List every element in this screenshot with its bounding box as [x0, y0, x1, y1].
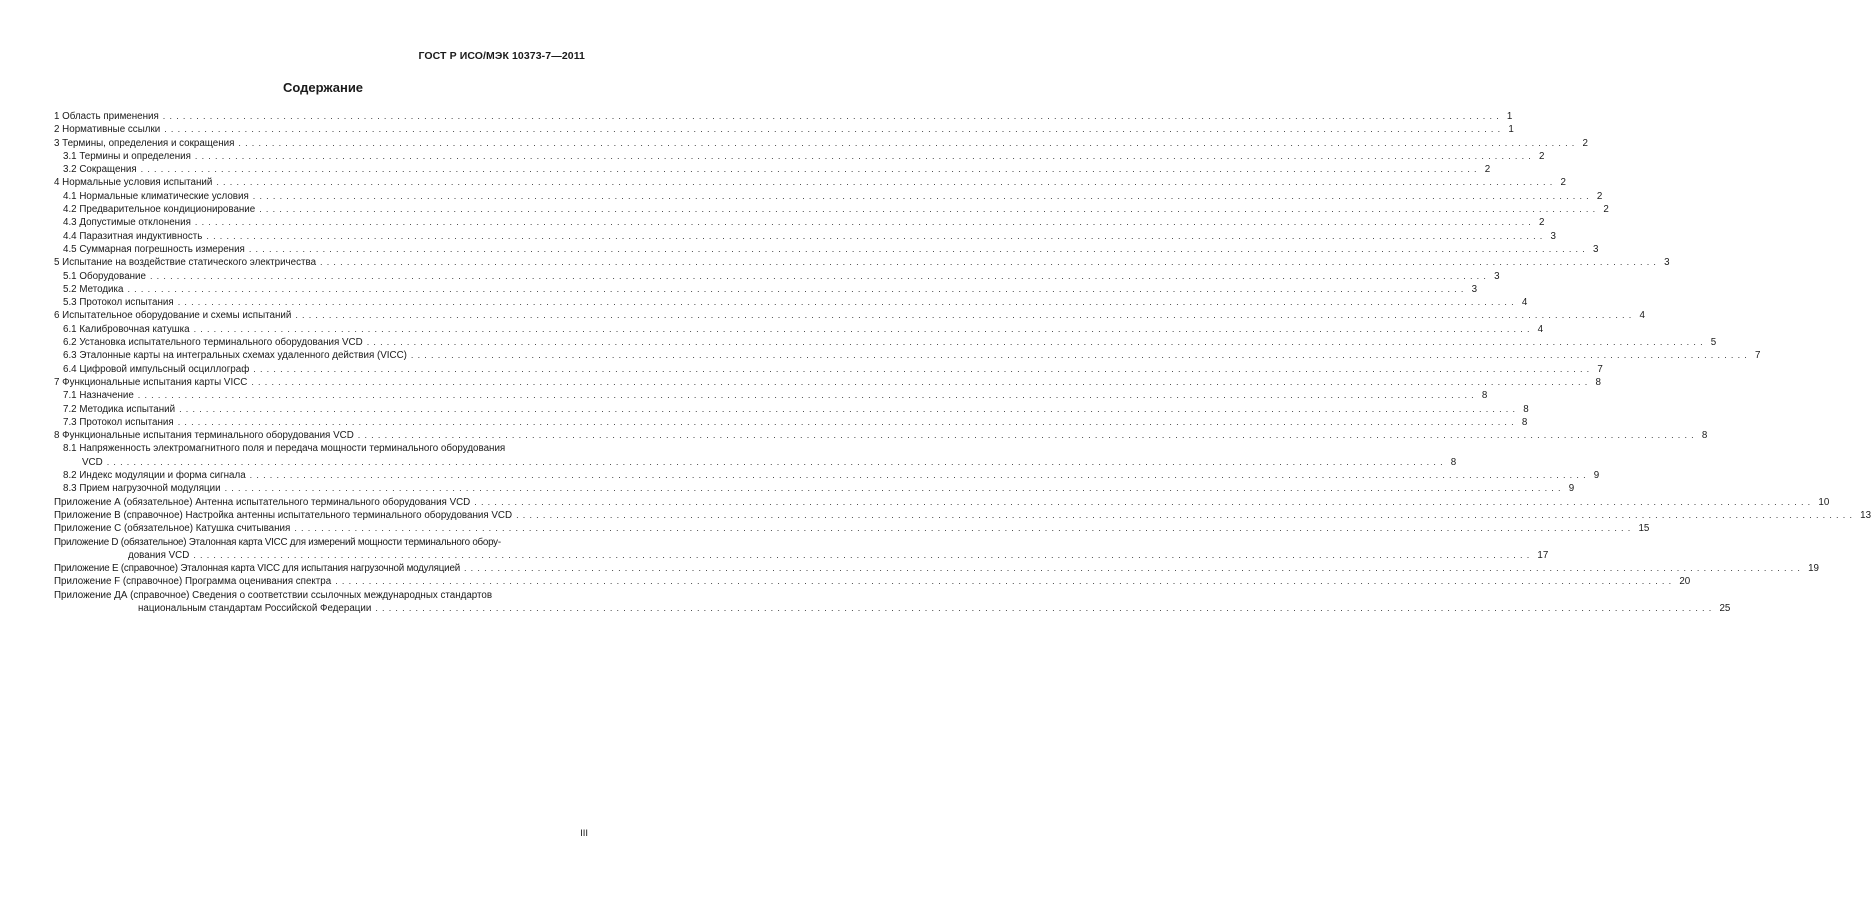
toc-entry-title: Приложение D (обязательное) Эталонная карта VICC для измерений мощности терминального обору- — [54, 536, 501, 548]
toc-entry-page: 10 — [1818, 496, 1830, 508]
toc-entry[interactable] — [54, 456, 1457, 469]
toc-entry[interactable] — [54, 482, 1575, 495]
toc-entry[interactable] — [54, 243, 1599, 256]
toc-entry-title: Приложение С (обязательное) Катушка считывания — [54, 523, 291, 535]
toc-entry[interactable] — [54, 562, 1819, 575]
toc-entry[interactable] — [54, 403, 1529, 416]
toc-entry-title: 5.3 Протокол испытания — [63, 297, 174, 309]
dot-leader: ........................................................................................................................................................................................................ — [410, 350, 1752, 361]
toc-entry-page: 4 — [1521, 297, 1528, 309]
page-title: Содержание — [282, 80, 364, 95]
dot-leader: ........................................................................................................................................................................................................ — [206, 230, 1547, 241]
toc-entry-page: 3 — [1592, 243, 1599, 255]
dot-leader: ........................................................................................................................................................................................................ — [295, 310, 1636, 321]
toc-entry-title: 1 Область применения — [54, 111, 159, 122]
toc-entry-page: 8 — [1481, 390, 1488, 402]
toc-entry[interactable] — [54, 376, 1601, 389]
toc-entry-title: 3.1 Термины и определения — [63, 150, 191, 162]
toc-entry-page: 8 — [1450, 456, 1457, 468]
standard-designation: ГОСТ Р ИСО/МЭК 10373-7—2011 — [418, 50, 585, 62]
toc-entry-title: 6 Испытательное оборудование и схемы испытаний — [54, 310, 292, 322]
dot-leader: ........................................................................................................................................................................................................ — [238, 137, 1579, 148]
table-of-contents — [54, 110, 1871, 615]
dot-leader: ........................................................................................................................................................................................................ — [127, 283, 1468, 294]
toc-entry-page: 15 — [1638, 523, 1650, 535]
toc-entry-page: 4 — [1537, 323, 1544, 335]
toc-entry-title: 5.2 Методика — [63, 283, 124, 295]
toc-entry-page: 3 — [1664, 257, 1670, 269]
toc-entry-title: 3.2 Сокращения — [63, 164, 137, 176]
dot-leader: ........................................................................................................................................................................................................ — [106, 456, 1447, 467]
toc-entry[interactable] — [54, 509, 1871, 522]
dot-leader: ........................................................................................................................................................................................................ — [252, 190, 1593, 201]
dot-leader: ........................................................................................................................................................................................................ — [463, 563, 1805, 574]
toc-entry-page: 3 — [1471, 283, 1478, 295]
dot-leader: ........................................................................................................................................................................................................ — [193, 549, 1534, 560]
toc-entry-title: 8 Функциональные испытания терминального оборудования VCD — [54, 430, 354, 442]
toc-entry-title: VCD — [82, 456, 103, 468]
toc-entry-title: 4.4 Паразитная индуктивность — [63, 230, 203, 242]
toc-entry-title: дования VCD — [128, 549, 190, 561]
dot-leader: ........................................................................................................................................................................................................ — [294, 523, 1635, 534]
dot-leader: ........................................................................................................................................................................................................ — [259, 204, 1600, 215]
toc-entry-page: 1 — [1506, 111, 1513, 122]
dot-leader: ........................................................................................................................................................................................................ — [335, 576, 1676, 587]
toc-entry[interactable] — [54, 575, 1691, 588]
toc-entry-page: 17 — [1537, 549, 1549, 561]
toc-entry-page: 1 — [1508, 124, 1514, 136]
dot-leader: ........................................................................................................................................................................................................ — [366, 337, 1707, 348]
toc-entry-title: 7.3 Протокол испытания — [63, 416, 174, 428]
toc-entry-title: 5.1 Оборудование — [63, 270, 146, 282]
dot-leader: ........................................................................................................................................................................................................ — [249, 470, 1590, 481]
toc-entry-title: Приложение F (справочное) Программа оценивания спектра — [54, 576, 332, 588]
toc-entry-page: 8 — [1595, 376, 1601, 388]
toc-entry-title: 4.5 Суммарная погрешность измерения — [63, 243, 245, 255]
toc-entry-title: 3 Термины, определения и сокращения — [54, 137, 235, 149]
toc-entry-title: 8.3 Прием нагрузочной модуляции — [63, 483, 221, 495]
dot-leader: ........................................................................................................................................................................................................ — [474, 496, 1815, 507]
toc-entry-page: 3 — [1494, 270, 1500, 282]
toc-entry-page: 7 — [1597, 363, 1603, 375]
toc-entry[interactable] — [54, 230, 1556, 243]
toc-entry-page: 25 — [1719, 602, 1731, 614]
toc-entry-title: 6.4 Цифровой импульсный осциллограф — [63, 363, 250, 375]
toc-entry[interactable] — [54, 110, 1513, 123]
toc-entry[interactable] — [54, 123, 1514, 136]
toc-entry-page: 2 — [1538, 217, 1545, 229]
toc-entry[interactable] — [54, 283, 1478, 296]
dot-leader: ........................................................................................................................................................................................................ — [177, 416, 1518, 427]
toc-entry-page: 9 — [1593, 470, 1600, 482]
toc-entry[interactable] — [54, 363, 1603, 376]
dot-leader: ........................................................................................................................................................................................................ — [194, 217, 1535, 228]
toc-entry-page: 2 — [1603, 204, 1609, 216]
toc-entry[interactable] — [54, 309, 1645, 322]
toc-entry-page: 2 — [1539, 150, 1545, 162]
toc-entry-page: 8 — [1521, 416, 1528, 428]
toc-entry-page: 2 — [1596, 190, 1603, 202]
toc-entry[interactable] — [54, 442, 588, 455]
toc-entry-title: Приложение ДА (справочное) Сведения о соответствии ссылочных международных стандартов — [54, 589, 493, 601]
toc-entry-page: 20 — [1679, 576, 1691, 588]
toc-entry[interactable] — [54, 190, 1603, 203]
dot-leader: ........................................................................................................................................................................................................ — [375, 602, 1716, 613]
toc-entry-page: 8 — [1523, 403, 1529, 415]
dot-leader: ........................................................................................................................................................................................................ — [253, 363, 1594, 374]
dot-leader: ........................................................................................................................................................................................................ — [194, 150, 1535, 161]
dot-leader: ........................................................................................................................................................................................................ — [179, 403, 1520, 414]
toc-entry-page: 5 — [1710, 337, 1717, 349]
toc-entry-title: 6.2 Установка испытательного терминального оборудования VCD — [63, 337, 363, 349]
toc-entry[interactable] — [54, 496, 1830, 509]
toc-entry[interactable] — [54, 522, 1650, 535]
toc-entry-title: 4.2 Предварительное кондиционирование — [63, 204, 256, 216]
toc-entry-title: 7.2 Методика испытаний — [63, 403, 176, 415]
toc-entry-page: 3 — [1550, 230, 1556, 242]
toc-entry-title: 5 Испытание на воздействие статического электричества — [54, 257, 317, 269]
toc-entry[interactable] — [54, 349, 1761, 362]
toc-entry-title: национальным стандартам Российской Федерации — [138, 602, 372, 614]
dot-leader: ........................................................................................................................................................................................................ — [149, 270, 1491, 281]
toc-entry-page: 19 — [1808, 563, 1819, 575]
toc-entry[interactable] — [54, 589, 588, 602]
toc-entry-page: 4 — [1639, 310, 1645, 322]
toc-entry[interactable] — [54, 602, 1731, 615]
toc-entry[interactable] — [54, 323, 1544, 336]
page-number: III — [580, 828, 588, 839]
dot-leader: ........................................................................................................................................................................................................ — [224, 483, 1565, 494]
dot-leader: ........................................................................................................................................................................................................ — [162, 111, 1503, 121]
toc-entry-title: 6.1 Калибровочная катушка — [63, 323, 190, 335]
toc-entry-page: 7 — [1755, 350, 1761, 362]
toc-entry[interactable] — [54, 549, 1549, 562]
dot-leader: ........................................................................................................................................................................................................ — [140, 164, 1481, 175]
toc-entry-title: Приложение А (обязательное) Антенна испытательного терминального оборудования VCD — [54, 496, 471, 508]
dot-leader: ........................................................................................................................................................................................................ — [193, 323, 1534, 334]
toc-entry-title: 4 Нормальные условия испытаний — [54, 177, 213, 189]
toc-entry[interactable] — [54, 137, 1588, 150]
toc-entry-title: 8.1 Напряженность электромагнитного поля и передача мощности терминального оборудования — [63, 443, 506, 455]
toc-entry[interactable] — [54, 163, 1491, 176]
toc-entry-title: Приложение В (справочное) Настройка антенны испытательного терминального оборудования VCD — [54, 509, 513, 521]
dot-leader: ........................................................................................................................................................................................................ — [177, 297, 1518, 308]
toc-entry[interactable] — [54, 536, 588, 549]
dot-leader: ........................................................................................................................................................................................................ — [248, 243, 1589, 254]
toc-entry-page: 2 — [1484, 164, 1491, 176]
toc-entry[interactable] — [54, 416, 1528, 429]
toc-entry-page: 8 — [1701, 430, 1708, 442]
dot-leader: ........................................................................................................................................................................................................ — [164, 124, 1505, 135]
toc-entry[interactable] — [54, 296, 1528, 309]
toc-entry-title: 6.3 Эталонные карты на интегральных схемах удаленного действия (VICC) — [63, 350, 407, 362]
toc-entry-page: 2 — [1560, 177, 1566, 189]
toc-entry[interactable] — [54, 270, 1500, 283]
toc-entry-page: 9 — [1568, 483, 1575, 495]
toc-entry-title: 8.2 Индекс модуляции и форма сигнала — [63, 470, 246, 482]
toc-entry[interactable] — [54, 429, 1708, 442]
toc-entry-title: 7.1 Назначение — [63, 390, 134, 402]
toc-entry[interactable] — [54, 469, 1600, 482]
toc-entry-title: Приложение Е (справочное) Эталонная карта VICC для испытания нагрузочной модуляцией — [54, 563, 460, 575]
toc-entry[interactable] — [54, 216, 1545, 229]
dot-leader: ........................................................................................................................................................................................................ — [216, 177, 1557, 188]
toc-entry[interactable] — [54, 150, 1545, 163]
toc-entry[interactable] — [54, 176, 1566, 189]
dot-leader: ........................................................................................................................................................................................................ — [357, 430, 1698, 441]
toc-entry[interactable] — [54, 203, 1609, 216]
toc-entry-title: 7 Функциональные испытания карты VICC — [54, 376, 248, 388]
toc-entry[interactable] — [54, 336, 1717, 349]
toc-entry-page: 2 — [1582, 137, 1588, 149]
toc-entry-title: 4.1 Нормальные климатические условия — [63, 190, 249, 202]
toc-entry-title: 2 Нормативные ссылки — [54, 124, 161, 136]
toc-entry[interactable] — [54, 389, 1488, 402]
toc-entry-title: 4.3 Допустимые отклонения — [63, 217, 191, 229]
toc-entry-page: 13 — [1860, 509, 1871, 521]
dot-leader: ........................................................................................................................................................................................................ — [251, 376, 1592, 387]
toc-entry[interactable] — [54, 256, 1670, 269]
dot-leader: ........................................................................................................................................................................................................ — [516, 509, 1857, 520]
dot-leader: ........................................................................................................................................................................................................ — [137, 390, 1478, 401]
dot-leader: ........................................................................................................................................................................................................ — [320, 257, 1661, 268]
